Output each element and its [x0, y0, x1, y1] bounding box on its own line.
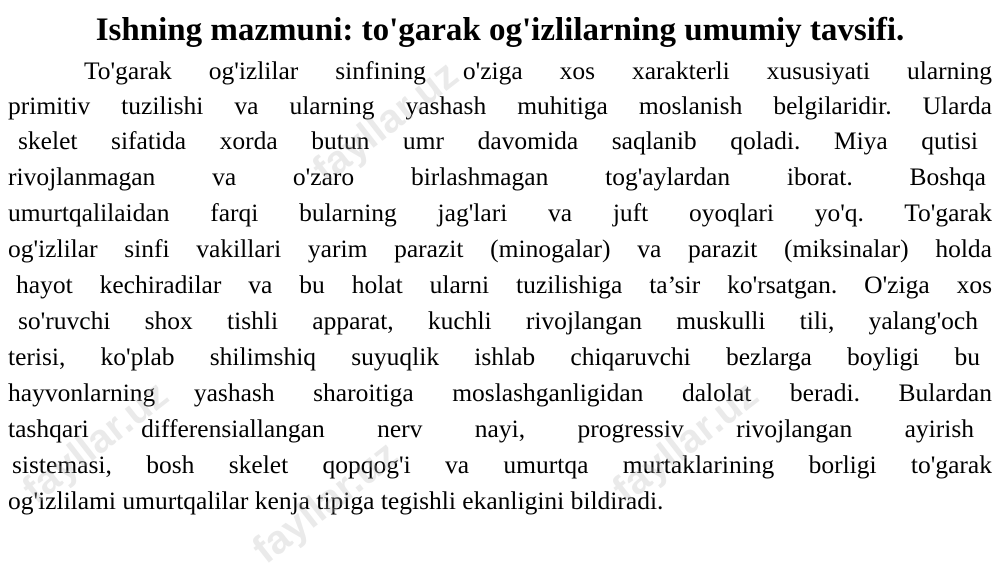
- watermark: fayllar.uz: [14, 372, 177, 513]
- paragraph-line: sistemasi, bosh skelet qopqog'i va umurtqa murtaklarining borligi to'garak: [12, 450, 992, 479]
- watermark: fayllar.uz: [304, 52, 467, 193]
- document-title: Ishning mazmuni: to'garak og'izlilarning umumiy tavsifi.: [95, 12, 905, 48]
- paragraph-line: hayot kechiradilar va bu holat ularni tuzilishiga ta’sir ko'rsatgan. O'ziga xos: [16, 270, 992, 299]
- paragraph-line: tashqari differensiallangan nerv nayi, progressiv rivojlangan ayirish: [8, 414, 974, 443]
- paragraph-line: terisi, ko'plab shilimshiq suyuqlik ishlab chiqaruvchi bezlarga boyligi bu: [8, 342, 980, 371]
- paragraph-line: hayvonlarning yashash sharoitiga moslashganligidan dalolat beradi. Bulardan: [8, 378, 992, 407]
- paragraph-line: og'izlilar sinfi vakillari yarim parazit (minogalar) va parazit (miksinalar) holda: [8, 234, 992, 263]
- paragraph-line: skelet sifatida xorda butun umr davomida saqlanib qoladi. Miya qutisi: [18, 126, 978, 155]
- paragraph-line: To'garak og'izlilar sinfining o'ziga xos xarakterli xususiyati ularning: [84, 56, 992, 85]
- paragraph-line: umurtqalilaidan farqi bularning jag'lari va juft oyoqlari yo'q. To'garak: [8, 198, 992, 227]
- watermark: fayllar.uz: [604, 372, 767, 513]
- paragraph-line: so'ruvchi shox tishli apparat, kuchli rivojlangan muskulli tili, yalang'och: [18, 306, 978, 335]
- paragraph-line: og'izlilami umurtqalilar kenja tipiga tegishli ekanligini bildiradi.: [8, 486, 664, 515]
- paragraph-line: rivojlanmagan va o'zaro birlashmagan tog'aylardan iborat. Boshqa: [8, 162, 986, 191]
- watermark: fayllar.uz: [244, 432, 407, 573]
- paragraph-line: primitiv tuzilishi va ularning yashash muhitiga moslanish belgilaridir. Ularda: [8, 91, 992, 120]
